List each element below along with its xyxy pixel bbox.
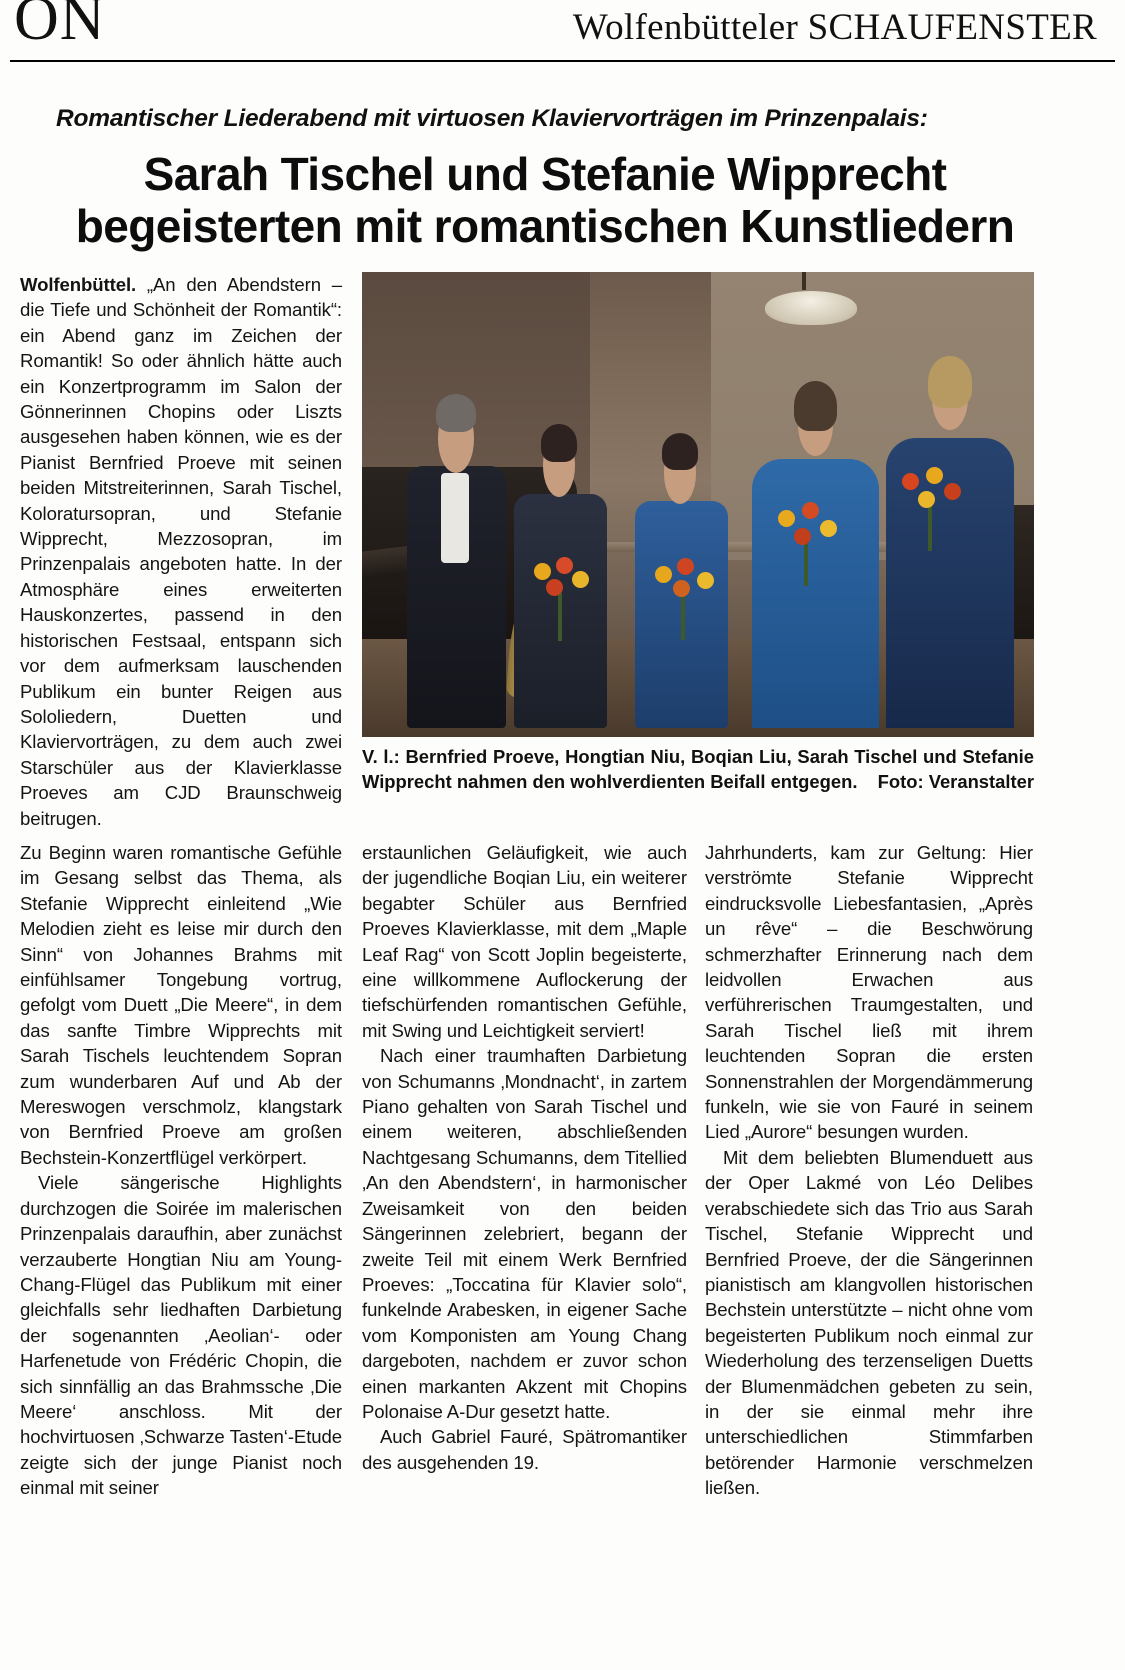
column3-paragraph-2: Mit dem beliebten Blumenduett aus der Oper Lakmé von Léo Delibes verabschiedete sich das Trio aus Sarah Tischel, Stefanie Wipprecht und Bernfried Proeve, der die Sängerinnen pianistisch am klangvollen historischen Bechstein unterstützte – nicht ohne vom begeisterten Publikum noch einmal zur Wiederholung des terzenseligen Duetts der Blumenmädchen gebeten zu sein, in der sie einmal mehr ihre unterschiedlichen Stimmfarben betörender Harmonie verschmelzen ließen. [705, 1146, 1033, 1499]
masthead [0, 0, 1125, 62]
photo-person-2-bouquet [524, 557, 598, 631]
photo-person-5-bouquet [894, 467, 968, 541]
photo-flower [677, 558, 694, 575]
photo-bouquet-stem [928, 503, 932, 551]
photo-flower [918, 491, 935, 508]
photo-person-3 [631, 421, 732, 728]
photo-flower [820, 520, 837, 537]
article-column-2 [362, 840, 687, 1475]
photo-person-3-hair [662, 433, 698, 470]
photo-caption-text: V. l.: Bernfried Proeve, Hongtian Niu, Boqian Liu, Sarah Tischel und Stefanie Wipprecht nahmen den wohlverdienten Beifall entgegen. [362, 746, 1034, 792]
dateline: Wolfenbüttel. [20, 274, 137, 295]
article-column-1 [20, 272, 342, 831]
photo-credit: Foto: Veranstalter [877, 770, 1034, 792]
column1-lower-paragraph-2: Viele sängerische Highlights durchzogen die Soirée im malerischen Prinzenpalais daraufhin, aber zunächst verzauberte Hongtian Niu am Young-Chang-Flügel das Publikum mit einer gleichfalls sehr liedhaften Darbietung der sogenannten ‚Aeolian‘- oder Harfenetude von Frédéric Chopin, die sich sinnfällig an das Brahmssche ‚Die Meere‘ anschloss. Mit der hochvirtuosen ‚Schwarze Tasten‘-Etude zeigte sich der junge Pianist noch einmal mit seiner [20, 1172, 342, 1499]
masthead-left-fragment: ON [14, 0, 106, 53]
photo-person-1 [402, 384, 510, 728]
masthead-rule [10, 60, 1115, 62]
column1-paragraph-1: „An den Abendstern – die Tiefe und Schönheit der Romantik“: ein Abend ganz im Zeichen der Romantik! So oder ähnlich hätte auch ein Konzertprogramm im Salon der Gönnerinnen Chopins oder Liszts ausgesehen haben können, wie es der Pianist Bernfried Proeve mit seinen beiden Mitstreiterinnen, Sarah Tischel, Koloratursopran, und Stefanie Wipprecht, Mezzosopran, im Prinzenpalais angeboten hatte. In der Atmosphäre eines erweiterten Hauskonzertes, passend in den historischen Festsaal, entspann sich vor dem aufmerksam lauschenden Publikum ein bunter Reigen aus Sololiedern, Duetten und Klaviervorträgen, zu dem auch zwei Starschüler aus der Klavierklasse Proeves am CJD Braunschweig beitrugen. [20, 274, 342, 829]
column1-lower-paragraph-1: Zu Beginn waren romantische Gefühle im Gesang selbst das Thema, als Stefanie Wipprecht einleitend „Wie Melodien zieht es leise mir durch den Sinn“ von Johannes Brahms mit einfühlsamer Tongebung vortrug, gefolgt vom Duett „Die Meere“, in dem das sanfte Timbre Wipprechts mit Sarah Tischels leuchtendem Sopran zum wunderbaren Auf und Ab der Mereswogen verschmolz, klangstark von Bernfried Proeve am großen Bechstein-Konzertflügel verkörpert. [20, 842, 342, 1168]
masthead-publication-title: Wolfenbütteler SCHAUFENSTER [572, 7, 1097, 48]
photo-flower [556, 557, 573, 574]
article-photo [362, 272, 1034, 737]
photo-person-4-gown [752, 459, 880, 728]
photo-person-1-shirt [441, 473, 469, 562]
photo-person-2 [510, 412, 611, 728]
column2-paragraph-2: Nach einer traumhaften Darbietung von Schumanns ‚Mondnacht‘, in zartem Piano gehalten von Sarah Tischel und einem weiteren, abschließenden Nachtgesang Schumanns, dem Titellied ‚An den Abendstern‘, in harmonischer Zweisamkeit von den beiden Sängerinnen zelebriert, begann der zweite Teil mit einem Werk Bernfried Proeves: „Toccatina für Klavier solo“, funkelnde Arabesken, in eigener Sache vom Komponisten am Young Chang dargeboten, nachdem er zuvor schon einen markanten Akzent mit Chopins Polonaise A-Dur gesetzt hatte. [362, 1045, 687, 1422]
article-kicker: Romantischer Liederabend mit virtuosen Klaviervorträgen im Prinzenpalais: [56, 105, 928, 132]
photo-scene [362, 272, 1034, 737]
photo-flower [534, 563, 551, 580]
photo-flower [794, 528, 811, 545]
column2-paragraph-1: erstaunlichen Geläufigkeit, wie auch der jugendliche Boqian Liu, ein weiterer begabter Schüler aus Bernfried Proeves Klavierklasse, mit dem „Maple Leaf Rag“ von Scott Joplin begeisterte, eine willkommene Auflockerung der tiefschürfenden romantischen Gefühle, mit Swing und Leichtigkeit serviert! [362, 842, 687, 1041]
photo-flower [902, 473, 919, 490]
photo-flower [926, 467, 943, 484]
photo-flower [778, 510, 795, 527]
photo-bouquet-stem [804, 538, 808, 586]
article-column-1-lower [20, 840, 342, 1501]
photo-person-5-hair [928, 356, 971, 408]
photo-caption [362, 745, 1034, 794]
photo-bouquet-stem [681, 592, 685, 640]
photo-person-4-hair [794, 381, 837, 430]
photo-lamp [765, 291, 857, 325]
column2-paragraph-3: Auch Gabriel Fauré, Spätromantiker des ausgehenden 19. [362, 1426, 687, 1473]
photo-lamp-stem [802, 272, 806, 290]
photo-flower [655, 566, 672, 583]
photo-flower [697, 572, 714, 589]
photo-person-5 [886, 356, 1014, 728]
photo-bouquet-stem [558, 593, 562, 641]
photo-person-2-hair [541, 424, 577, 462]
photo-person-1-hair [436, 394, 477, 432]
article-column-3 [705, 840, 1033, 1501]
photo-flower [673, 580, 690, 597]
photo-flower [802, 502, 819, 519]
photo-flower [546, 579, 563, 596]
photo-person-4 [752, 374, 880, 727]
column3-paragraph-1: Jahrhunderts, kam zur Geltung: Hier verströmte Stefanie Wipprecht eindrucksvolle Liebesfantasien, „Après un rêve“ – die Beschwörung schmerzhafter Erinnerung nach dem leidvollen Erwachen aus verführerischen Traumgestalten, und Sarah Tischel ließ mit ihrem leuchtenden Sopran die ersten Sonnenstrahlen der Morgendämmerung funkeln, wie sie von Fauré in seinem Lied „Aurore“ besungen wurden. [705, 842, 1033, 1143]
photo-person-3-bouquet [647, 556, 721, 630]
photo-person-4-bouquet [770, 502, 844, 576]
photo-flower [572, 571, 589, 588]
photo-flower [944, 483, 961, 500]
page-title: Sarah Tischel und Stefanie Wipprecht begeisterten mit romantischen Kunstliedern [75, 148, 1015, 252]
